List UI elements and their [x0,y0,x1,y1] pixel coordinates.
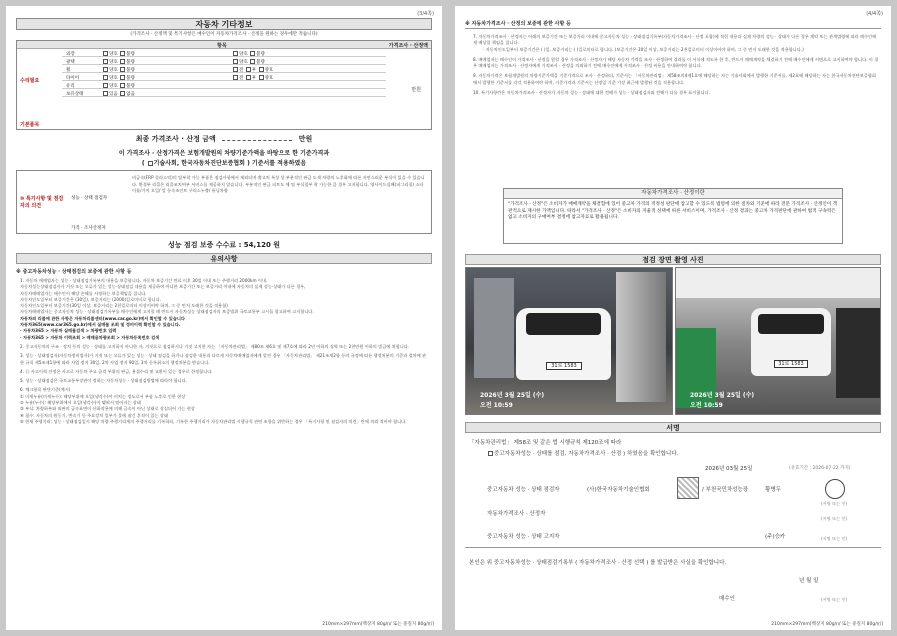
inspector-company: (사)한국자동차기술인협회 [587,487,650,493]
notifier-label: 중고자동차 성능 · 상태 고지자 [487,534,560,540]
page-number: (4/4쪽) [866,11,883,17]
fee-line: 성능 점검 보증 수수료 : 54,120 원 [167,241,281,249]
plate-number: 31로 1583 [546,362,582,370]
inspector-name: 황병두 [765,487,781,493]
table-row: 타이어 양호 불량 전 후 양호 [62,73,386,81]
buyer-label: 매수인 [719,596,735,602]
table-row: 광택 양호 불량 양호 불량 [62,57,386,65]
notes-list: 1. 자동차 매매업자는 성능 · 상태점검기록부의 내용을 보증합니다. 자동차 보증기간 만료 이후 30일 이내 또는 주행거리 2000km 이내. 자동차성능상태점검자가 거짓 또는 오류가 있는 성능·상태점검 내용을 제공하여 아니한 보증기간 또는 보증거리 이내에 자동차의 실제 성능·상태가 다른 경우, 자동차매매업자는 매수인이 해당 손해를 사정하는 보증책임을 집니다. 자동차인도일부터 보증기간은 (30일), 보증거리는 (2000)킬로미터로 합니다. 자동차인도일부터 보증기간(30일 이상, 보증거리는 2천킬로미터 이상이어야 하며, 그 중 먼저 도래한 것을 적용함) 자동차매매업자는 중고자동차 성능 · 상태점검기록부를 매수인에게 고지할 때 반드시 자동차성능 상태점검자의 보증범위 국토교통부 고시를 참고하여 고지합니다. 자동차의 리콜에 관한 사항은 자동차리콜센터(www.car.go.kr)에서 확인할 수 있습니다 자동차365(www.car365.go.kr)에서 실매물 조회 및 정비이력 확인할 수 있습니다. · 자동차365 > 자동차 실매물검색 > 차량번호 입력 · 자동차365 > 자동차 이력조회 > 매매용차량조회 > 자동차등록번호 검색 2. 중고자동차의 구조 · 장치 등의 성능 · 상태를 고지하지 아니한 자, 거짓으로 점검하거나 거짓 고지한 자는 「자동차관리법」 제80조 제6호 및 제7호에 따라 2년 이하의 징역 또는 2천만원 이하의 벌금에 처합니다. 3. 성능 · 상태점검자(자동차정비업자)가 거짓 또는 오류가 있는 성능 · 상태 점검을 하거나 점검한 내용과 다르게 자동차매매업자에게 알린 경우 「자동차관리법」 제21조제2항 등의 규정에 따른 행정처분의 기준과 절차에 관한 규칙 제5조제1항에 따라 사업 정지 30일, 2차 사업 정지 90일, 3차 등록취소의 행정처분을 받습니다. 4. ⑪ 사고이력 인정은 사고로 자동차 주요 골격 부위의 판금, 용접수리 및 교환이 있는 경우로 한정합니다. 5. 성능 · 상태점검은 국토교통부장관이 정하는 자동차성능 · 상태점검방법에 따라야 합니다. 6. 체크항목 판단기준(예시) ① 미세누유(미세누수): 해당부위에 오일(냉각수)이 비치는 정도로서 부품 노후로 인한 현상 ② 누유(누수): 해당부위에서 오일(냉각수)이 맺혀서 떨어지는 상태 ③ 부식: 차량하부와 외판의 금속표면이 산화작용에 의해 금속이 아닌 상태로 상실되어 가는 현상 ④ 침수: 자동차의 원동기, 변속기 등 주요장치 일부가 물에 잠긴 흔적이 있는 상태 ⑤ 현재 주행거리: 성능 · 상태점검일시 해당 차량 주행거리계의 주행거리를 기록하되, 기록한 주행거리가 자동차관리법 시행규칙 관련 조항을 위반하는 경우 「특기사항 및 점검자의 의견」란에 의뢰 적어야 합니다. [20,278,427,424]
sign-bar: 서명 [465,422,881,433]
photo-date: 2026년 3월 25일 (수) [480,392,545,399]
basic-items-label: 기본품목 [20,122,40,128]
page-number: (3/4쪽) [417,11,434,17]
table-row: 휠 양호 불량 전 후 양호 [62,65,386,73]
table-header: 항목 가격조사 · 산정액 [17,41,431,49]
notes-bar: 유의사항 [16,253,432,264]
sign-date: 2026년 03월 25일 [705,466,753,472]
page-4: (4/4쪽) ※ 자동차가격조사 · 산정의 보증에 관한 사항 등 7. 자동차가격조사 · 산정자는 아래의 보증기간 또는 보증거리 이내에 중고자동차 성능 · 상태점검기록부(자동차가격조사 · 산정 포함)에 적힌 내용과 실제 차량의 성능 · 상태가 다른 경우 계약 또는 관계법령에 따라 매수인에게 배상할 책임을 집니다. · 자동차인도일부터 보증기간은 ( )일, 보증거리는 ( )킬로미터로 합니다. (보증기간은 30일 이상, 보증거리는 2천킬로미터 이상이어야 하며, 그 중 먼저 도래한 것을 적용합니다.) 8. 매매업자는 매수인이 가격조사 · 산정을 원할 경우 가격조사 · 산정자가 해당 자동차 가격을 조사 · 산정하여 결과를 이 서식에 적도록 한 후, 반드시 매매계약을 체결하기 전에 매수인에게 서면으로 고지하여야 합니다. 이 경우 매매업자는 가격조사 · 산정자에게 가격조사 · 산정을 의뢰하기 전에 매수인에게 가격조사 · 산정 비용을 안내하여야 합니다. 9. 자동차가격은 보험개발원의 차량기준가액을 기준가격으로 조사 · 산정하되, 기준서는 「자동차관리법」 제58조의4제1호에 해당하는 자는 기술사회에서 발행한 기준서를, 제2호에 해당하는 자는 한국자동차진단보증협회에서 발행한 기준서를 각각 적용하여야 하며, 기준가격과 기준서는 산정일 기준 가장 최근에 발행된 것을 적용합니다. 10. 특기사항란은 자동차가격조사 · 산정자가 자동차 성능 · 상태에 대한 견해가 성능 · 상태점검자와 견해가 다를 경우 표시합니다. 자동차가격조사 · 산정이란 "가격조사 · 산정"은 소비자가 매매계약을 체결함에 있어 중고차 가격의 적정성 판단에 참고할 수 있도록 법령에 의한 절차와 기준에 따라 전문 가격조사 · 산정인이 객관적으로 제시한 가액입니다. 따라서 "가격조사 · 산정"은 소비자의 자율적 선택에 따른 서비스이며, 가격조사 · 산정 결과는 중고차 가격판단에 관하여 법적 구속력은 없고 소비자의 구매여부 결정에 참고자료로 활용됩니다. 점검 장면 촬영 사진 31로 1583 2026년 3월 25일 (수) 오전 10:59 31로 1583 2026년 3월 25일 (수) 오전 10:59 서명 「자동차관리법」 제58조 및 같은 법 시행규칙 제120조에 따라 중고자동차성능 · 상태를 점검, 자동차가격조사 · 산정 ) 하였음을 확인합니다. 2026년 03월 25일 (유효기간 : 2026-07-22 까지) 중고자동차 성능 · 상태 점검자 (사)한국자동차기술인협회 / 부천국민차성능장 황병두 (서명 또는 인) 자동차가격조사 · 산정자 (서명 또는 인) 중고자동차 성능 · 상태 고지자 (주)승카 (서명 또는 인) 본인은 위 중고자동차성능 · 상태점검기록부 ( 자동차가격조사 · 산정 선택 ) 를 발급받은 사실을 확인합니다. 년 월 일 매수인 (서명 또는 인) 210mm×297mm[백상지 80g/㎡ 또는 중질지 80g/㎡] [455,6,891,630]
table-row: 외장 양호 불량 양호 불량 [62,49,386,57]
page-title: 자동차 기타정보 [16,18,432,30]
section-head: ※ 자동차가격조사 · 산정의 보증에 관한 사항 등 [465,21,571,27]
receipt-date: 년 월 일 [799,578,819,584]
special-notes-box: ⑩ 특기사항 및 점검자의 의견 성능 · 상태 점검자 가격 · 조사산정자 비금속(FRP 플라스틱)의 탈부착 가능 부품은 점검사항에서 제외되며 출고처 특성 상 부분적인 판금 도색 차량의 노후화에 따른 자연스러운 부식이 있을 수 있습니다. 환경부 리콜은 리콜조치여부 서비스를 제공하지 않습니다. 부분적인 판금 피트도 체 및 부식철부 착 가능한 클 경우 고지합니다. 영사이드실패(퍼그리칭) 소타이틀/기어 오일/ 앞 등속조인트 구리스누출/ 튜닝차량 [16,170,432,234]
guarantee-items: 7. 자동차가격조사 · 산정자는 아래의 보증기간 또는 보증거리 이내에 중고자동차 성능 · 상태점검기록부(자동차가격조사 · 산정 포함)에 적힌 내용과 실제 차량의 성능 · 상태가 다른 경우 계약 또는 관계법령에 따라 매수인에게 배상할 책임을 집니다. · 자동차인도일부터 보증기간은 ( )일, 보증거리는 ( )킬로미터로 합니다. (보증기간은 30일 이상, 보증거리는 2천킬로미터 이상이어야 하며, 그 중 먼저 도래한 것을 적용합니다.) 8. 매매업자는 매수인이 가격조사 · 산정을 원할 경우 가격조사 · 산정자가 해당 자동차 가격을 조사 · 산정하여 결과를 이 서식에 적도록 한 후, 반드시 매매계약을 체결하기 전에 매수인에게 서면으로 고지하여야 합니다. 이 경우 매매업자는 가격조사 · 산정자에게 가격조사 · 산정을 의뢰하기 전에 매수인에게 가격조사 · 산정 비용을 안내하여야 합니다. 9. 자동차가격은 보험개발원의 차량기준가액을 기준가격으로 조사 · 산정하되, 기준서는 「자동차관리법」 제58조의4제1호에 해당하는 자는 기술사회에서 발행한 기준서를, 제2호에 해당하는 자는 한국자동차진단보증협회에서 발행한 기준서를 각각 적용하여야 하며, 기준가격과 기준서는 산정일 기준 가장 최근에 발행된 것을 적용합니다. 10. 특기사항란은 자동차가격조사 · 산정자가 자동차 성능 · 상태에 대한 견해가 성능 · 상태점검자와 견해가 다를 경우 표시합니다. [473,34,879,96]
inspection-photo-1 [465,267,673,415]
page-footer: 210mm×297mm[백상지 80g/㎡ 또는 중질지 80g/㎡] [771,622,883,627]
page-footer: 210mm×297mm[백상지 80g/㎡ 또는 중질지 80g/㎡] [322,622,434,627]
inspector-label: 중고자동차 성능 · 상태 점검자 [487,487,560,493]
pricing-info-box: 자동차가격조사 · 산정이란 "가격조사 · 산정"은 소비자가 매매계약을 체결함에 있어 중고차 가격의 적정성 판단에 참고할 수 있도록 법령에 의한 절차와 기준에 따라 전문 가격조사 · 산정인이 객관적으로 제시한 가액입니다. 따라서 "가격조사 · 산정"은 소비자의 자율적 선택에 따른 서비스이며, 가격조사 · 산정 결과는 중고차 가격판단에 관하여 법적 구속력은 없고 소비자의 구매여부 결정에 참고자료로 활용됩니다. [503,188,843,244]
special-notes-text: 비금속(FRP 플라스틱)의 탈부착 가능 부품은 점검사항에서 제외되며 출고처 특성 상 부분적인 판금 도색 차량의 노후화에 따른 자연스러운 부식이 있을 수 있습니다. 환경부 리콜은 리콜조치여부 서비스를 제공하지 않습니다. 부분적인 판금 피트도 체 및 부식철부 착 가능한 클 경우 고지합니다. 영사이드실패(퍼그리칭) 소타이틀/기어 오일/ 앞 등속조인트 구리스누출/ 튜닝차량 [132,175,425,194]
plate-number: 31로 1583 [774,360,808,368]
photo-time: 오전 10:59 [690,402,723,409]
notifier-name: (주)승카 [765,534,786,540]
final-price-line: 최종 가격조사 · 산정 금액 만원 [135,135,313,143]
photo-date: 2026년 3월 25일 (수) [690,392,755,399]
table-row: 유리 양호 불량 [62,81,386,89]
page-subtitle: (가격조사 · 산정액 및 특기사항은 매수인이 자동차가격조사 · 산정을 원하는 경우에만 적습니다) [130,32,318,37]
qr-code [677,477,699,499]
page-3 [6,6,442,630]
inspector-branch: / 부천국민차성능장 [702,487,749,493]
appraiser-label: 자동차가격조사 · 산정자 [487,511,546,517]
value-unit: 만원 [411,87,421,93]
buyer-sign: (서명 또는 인) [821,597,848,602]
info-table [16,40,432,130]
inspection-photo-2 [675,267,881,415]
sign-confirm: 중고자동차성능 · 상태를 점검, 자동차가격조사 · 산정 ) 하였음을 확인합니다. [487,449,678,457]
photo-bar: 점검 장면 촬영 사진 [465,254,881,265]
sign-law: 「자동차관리법」 제58조 및 같은 법 시행규칙 제120조에 따라 [469,440,622,446]
basis-line-1: 이 가격조사 · 산정가격은 보험개발원의 차량기준가액을 바탕으로 한 기준가격과 [118,150,330,157]
seal-icon [825,479,845,499]
basis-line-2: ( 기술사회, 한국자동차진단보증협회 ) 기준서를 적용하였음 [141,160,307,167]
sign-validity: (유효기간 : 2026-07-22 까지) [789,466,851,471]
repair-label: 수리필요 [20,78,40,84]
notes-head: ※ 중고자동차성능 · 상태점검의 보증에 관한 사항 등 [16,269,132,275]
table-row: 보유상태 있음 없음 [62,89,386,97]
receipt-line: 본인은 위 중고자동차성능 · 상태점검기록부 ( 자동차가격조사 · 산정 선택 ) 를 발급받은 사실을 확인합니다. [469,560,727,566]
photo-time: 오전 10:59 [480,402,513,409]
